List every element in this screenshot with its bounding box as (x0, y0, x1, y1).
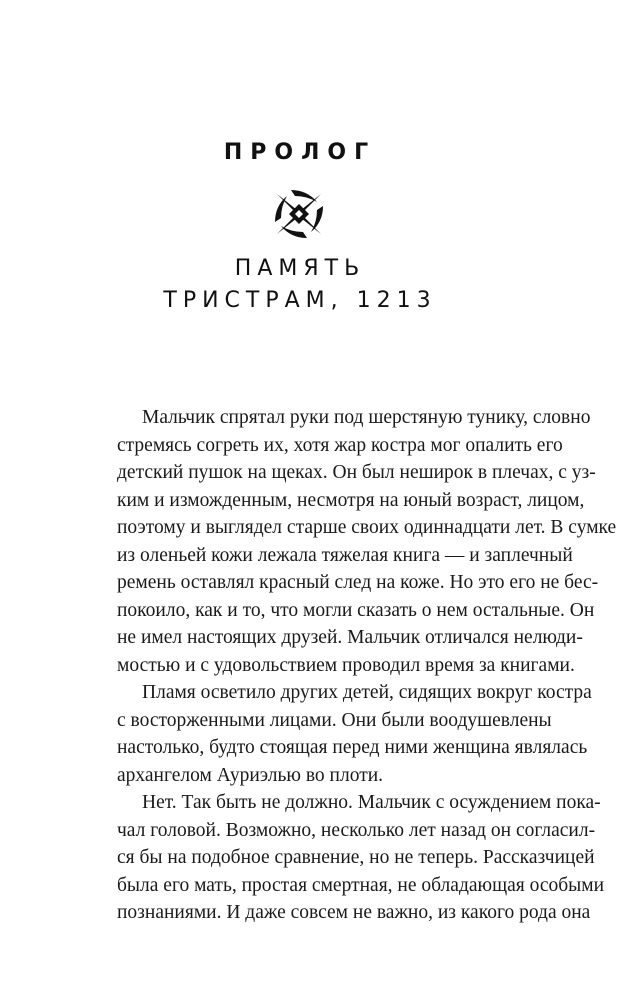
text-line: детский пушок на щеках. Он был неширок в плечах, с уз- (117, 462, 596, 483)
body-text (117, 404, 617, 927)
chapter-subtitle: ПАМЯТЬ (234, 256, 366, 281)
chapter-title: ПРОЛОГ (223, 140, 377, 165)
chapter-place-date: ТРИСТРАМ, 1213 (163, 288, 437, 313)
text-line: мостью и с удовольствием проводил время за книгами. (117, 654, 575, 676)
text-line: Нет. Так быть не должно. Мальчик с осуждением пока- (142, 792, 601, 813)
text-line: не имел настоящих друзей. Мальчик отличался нелюди- (117, 627, 583, 648)
ornament-emblem-icon (273, 188, 325, 240)
text-line: ся бы на подобное сравнение, но не теперь. Рассказчицей (117, 847, 595, 868)
text-line: поэтому и выглядел старше своих одиннадцати лет. В сумке (117, 517, 617, 538)
text-line: ким и изможденным, несмотря на юный возраст, лицом, (117, 489, 585, 511)
text-line: стремясь согреть их, хотя жар костра мог опалить его (117, 434, 563, 456)
text-line: чал головой. Возможно, несколько лет назад он согласил- (117, 819, 596, 841)
text-line: с восторженными лицами. Они были воодушевлены (117, 709, 552, 731)
text-line: была его мать, простая смертная, не обладающая особыми (117, 874, 605, 896)
text-line: Мальчик спрятал руки под шерстяную тунику, словно (142, 407, 591, 428)
text-line: из оленьей кожи лежала тяжелая книга — и заплечный (117, 544, 573, 566)
text-line: ремень оставлял красный след на коже. Но это его не бес- (117, 572, 599, 593)
text-line: архангелом Ауриэлью во плоти. (117, 764, 384, 786)
text-line: покоило, как и то, что могли сказать о нем остальные. Он (117, 599, 595, 621)
text-line: познаниями. И даже совсем не важно, из какого рода она (117, 902, 591, 923)
text-line: настолько, будто стоящая перед ними женщина являлась (117, 737, 588, 758)
text-line: Пламя осветило других детей, сидящих вокруг костра (142, 682, 592, 703)
